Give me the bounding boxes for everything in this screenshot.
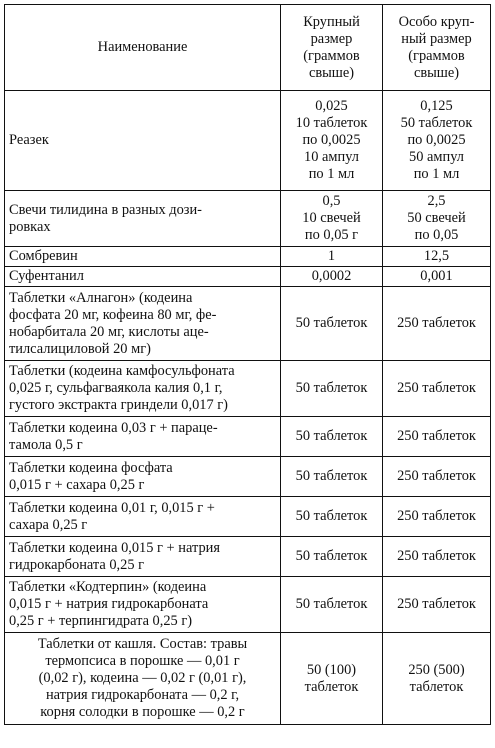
cell-large: 50 таблеток [281, 287, 383, 361]
cell-large: 0,5 10 свечей по 0,05 г [281, 191, 383, 247]
cell-large: 50 таблеток [281, 361, 383, 417]
cell-extra-large: 250 таблеток [383, 417, 491, 457]
cell-large: 50 таблеток [281, 497, 383, 537]
cell-name: Реазек [5, 91, 281, 191]
cell-extra-large: 250 таблеток [383, 537, 491, 577]
table-row [5, 633, 491, 725]
cell-large: 1 [281, 247, 383, 267]
cell-large: 50 таблеток [281, 417, 383, 457]
cell-name: Сомбревин [5, 247, 281, 267]
cell-name: Свечи тилидина в разных дози- ровках [5, 191, 281, 247]
cell-name: Таблетки кодеина фосфата 0,015 г + сахара 0,25 г [5, 457, 281, 497]
table-row [5, 287, 491, 361]
header-large-size: Крупный размер (граммов свыше) [281, 5, 383, 91]
cell-large: 50 таблеток [281, 577, 383, 633]
cell-name: Суфентанил [5, 267, 281, 287]
table-row [5, 457, 491, 497]
table-row [5, 247, 491, 267]
cell-extra-large: 12,5 [383, 247, 491, 267]
cell-extra-large: 250 таблеток [383, 361, 491, 417]
cell-large: 50 (100) таблеток [281, 633, 383, 725]
cell-extra-large: 0,125 50 таблеток по 0,0025 50 ампул по 1 мл [383, 91, 491, 191]
table-row [5, 577, 491, 633]
cell-extra-large: 2,5 50 свечей по 0,05 [383, 191, 491, 247]
header-extra-large-size: Особо круп- ный размер (граммов свыше) [383, 5, 491, 91]
table-row [5, 497, 491, 537]
table-row [5, 537, 491, 577]
cell-name: Таблетки кодеина 0,03 г + параце- тамола 0,5 г [5, 417, 281, 457]
cell-extra-large: 250 таблеток [383, 287, 491, 361]
cell-name: Таблетки (кодеина камфосульфоната 0,025 г, сульфагваякола калия 0,1 г, густого экстракта гриндели 0,017 г) [5, 361, 281, 417]
table-row [5, 191, 491, 247]
cell-large: 0,0002 [281, 267, 383, 287]
table-header-row [5, 5, 491, 91]
table-row [5, 417, 491, 457]
header-name: Наименование [5, 5, 281, 91]
cell-name: Таблетки от кашля. Состав: травы термопсиса в порошке — 0,01 г (0,02 г), кодеина — 0,02 г (0,01 г), натрия гидрокарбоната — 0,2 г, корня солодки в порошке — 0,2 г [5, 633, 281, 725]
cell-name: Таблетки кодеина 0,01 г, 0,015 г + сахара 0,25 г [5, 497, 281, 537]
cell-extra-large: 250 таблеток [383, 497, 491, 537]
substances-table [4, 4, 491, 725]
table-row [5, 361, 491, 417]
cell-name: Таблетки «Алнагон» (кодеина фосфата 20 мг, кофеина 80 мг, фе- нобарбитала 20 мг, кислоты аце- тилсалициловой 20 мг) [5, 287, 281, 361]
table-row [5, 267, 491, 287]
cell-extra-large: 250 (500) таблеток [383, 633, 491, 725]
cell-large: 50 таблеток [281, 537, 383, 577]
cell-large: 50 таблеток [281, 457, 383, 497]
cell-name: Таблетки «Кодтерпин» (кодеина 0,015 г + натрия гидрокарбоната 0,25 г + терпингидрата 0,25 г) [5, 577, 281, 633]
cell-extra-large: 250 таблеток [383, 457, 491, 497]
cell-name: Таблетки кодеина 0,015 г + натрия гидрокарбоната 0,25 г [5, 537, 281, 577]
cell-extra-large: 250 таблеток [383, 577, 491, 633]
table-row [5, 91, 491, 191]
cell-extra-large: 0,001 [383, 267, 491, 287]
cell-large: 0,025 10 таблеток по 0,0025 10 ампул по 1 мл [281, 91, 383, 191]
